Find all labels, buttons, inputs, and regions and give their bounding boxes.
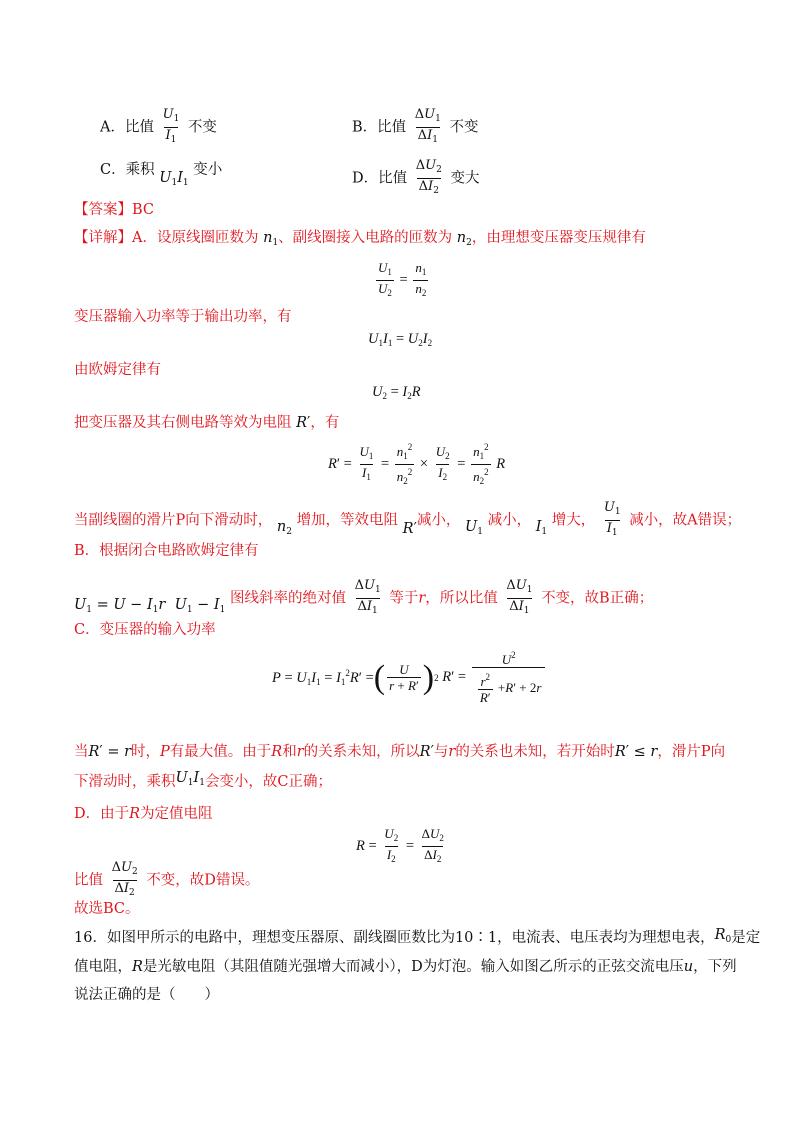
option-a-tail: 不变 [187, 119, 217, 136]
ohm-text: 由欧姆定律有 [74, 362, 161, 378]
q16-text-5: ，下列 [693, 959, 737, 975]
detail-d-head: D．由于R为定值电阻 [74, 806, 213, 822]
q16-text-1: 16．如图甲所示的电路中，理想变压器原、副线圈匝数比为10∶1，电流表、电压表均为理想电表， [74, 930, 715, 946]
answer-line: 【答案】BC [74, 202, 155, 218]
final-answer: 故选BC。 [74, 901, 140, 917]
c-line2-text-1: 下滑动时，乘积 [74, 774, 176, 790]
option-b-label: B．比值 [352, 119, 407, 136]
q16-text-3: 值电阻， [74, 959, 132, 975]
slide-text-6: 减小，故A错误； [629, 512, 742, 529]
option-b-formula: $\frac{\Delta U_1}{\Delta I_1}$ [413, 107, 443, 148]
detail-a-text-3: ，由理想变压器变压规律有 [471, 230, 646, 246]
c-line1-text-8: ，滑片P向 [657, 744, 726, 760]
slide-text-2: 增加，等效电阻 [296, 512, 399, 529]
b-line-text-1: 图线斜率的绝对值 [230, 590, 346, 607]
equiv-text [74, 413, 339, 433]
option-b-tail: 不变 [449, 119, 479, 136]
d-head-text-2: 为定值电阻 [140, 806, 213, 822]
option-d [352, 158, 479, 199]
c-line1-text-6: 与 [433, 744, 449, 760]
detail-b-line: $U_1 = U - I_1r$ $U_1 - I_1$ 图线斜率的绝对值 $\frac{\Delta U_1}{\Delta I_1}$ 等于r，所以比值 $\frac{\Delta U_1}{\Delta I_1}$ 不变，故B正确； [74, 578, 653, 619]
equation-fixed-resistor: R = $\frac{U_2}{I_2}$ = $\frac{\Delta U_2}{\Delta I_2}$ [356, 826, 448, 867]
option-b [352, 107, 478, 148]
c-line1-text-2: 时， [131, 744, 161, 760]
c-line1-text-1: 当 [74, 744, 89, 760]
slide-analysis: 当副线圈的滑片P向下滑动时， $n_2$ 增加，等效电阻 R′减小， $U_1$ 减小， $I_1$ 增大， $\frac{U_1}{I_1}$ 减小，故A错误； [74, 500, 741, 541]
q16-text-4: 是光敏电阻（其阻值随光强增大而减小），D为灯泡。输入如图乙所示的正弦交流电压 [142, 959, 684, 975]
d-conc-text-2: 不变，故D错误。 [146, 872, 260, 889]
option-c-label: C．乘积 [100, 162, 155, 178]
equiv-text-1: 把变压器及其右侧电路等效为电阻 [74, 415, 292, 431]
detail-b-head: B．根据闭合电路欧姆定律有 [74, 543, 259, 559]
d-head-text-1: D．由于 [74, 806, 130, 822]
detail-a-text-2: 、副线圈接入电路的匝数为 [278, 230, 453, 246]
c-line1-text-4: 和 [282, 744, 297, 760]
detail-c-head: C．变压器的输入功率 [74, 622, 216, 638]
equation-power: $U_1I_1 = U_2I_2$ [368, 331, 433, 348]
slide-text-5: 增大， [551, 512, 596, 529]
option-a-label: A．比值 [100, 119, 154, 136]
option-d-formula: $\frac{\Delta U_2}{\Delta I_2}$ [414, 158, 444, 199]
symbol-n2: $n_2$ [456, 230, 472, 248]
q16-line-3: 说法正确的是（ ） [74, 987, 219, 1003]
detail-tag: 【详解】 [74, 230, 132, 246]
detail-a-intro [74, 228, 646, 253]
option-c [100, 160, 223, 188]
detail-d-conclusion: 比值 $\frac{\Delta U_2}{\Delta I_2}$ 不变，故D错误。 [74, 860, 259, 901]
c-line1-text-7: 的关系也未知，若开始时 [455, 744, 615, 760]
symbol-n1: $n_1$ [263, 230, 279, 248]
option-c-formula: $U_1I_1$ [159, 170, 189, 188]
equation-input-power: $P = U_1I_1 = I_1^2R'$ = ( $\frac{U}{r + R'}$ ) 2 R′ = $U^2$ $\frac{r^2}{R'}$ + R ′ + 2 r [272, 648, 548, 707]
c-line1-text-5: 的关系未知，所以 [303, 744, 420, 760]
power-text: 变压器输入功率等于输出功率，有 [74, 309, 292, 325]
equation-equivalent-resistance: R′ = $\frac{U_1}{I_1}$ = $\frac{n_1^2}{n_2^2}$ × $\frac{U_2}{I_2}$ = $\frac{n_1^2}{n_2^2}$ R [328, 440, 505, 489]
option-d-label: D．比值 [352, 170, 408, 187]
detail-c-line-1: 当R′ = r时，P有最大值。由于R和r的关系未知，所以R′与r的关系也未知，若开始时R′ ≤ r，滑片P向 [74, 744, 726, 760]
symbol-r-prime: R′ [296, 415, 311, 431]
b-line-text-3: ，所以比值 [425, 590, 498, 607]
option-a [100, 107, 217, 148]
detail-a-text-1: A．设原线圈匝数为 [132, 230, 259, 246]
option-d-tail: 变大 [450, 170, 480, 187]
b-line-text-2: 等于 [389, 590, 419, 607]
equation-ohm: $U_2 = I_2R$ [372, 384, 421, 401]
q16-line-1: 16．如图甲所示的电路中，理想变压器原、副线圈匝数比为10∶1，电流表、电压表均为理想电表，$R_0$是定 [74, 927, 761, 946]
equation-ratio: $\frac{U_1}{U_2}$ = $\frac{n_1}{n_2}$ [374, 260, 430, 301]
q16-line-2: 值电阻，R是光敏电阻（其阻值随光强增大而减小），D为灯泡。输入如图乙所示的正弦交流电压u，下列 [74, 959, 737, 975]
option-a-formula: $\frac{U_1}{I_1}$ [161, 107, 182, 148]
option-c-tail: 变小 [193, 162, 223, 178]
q16-text-2: 是定 [731, 930, 761, 946]
slide-text-1: 当副线圈的滑片P向下滑动时， [74, 512, 273, 529]
c-line1-text-3: 有最大值。由于 [169, 744, 272, 760]
slide-text-3: 减小， [416, 512, 461, 529]
detail-c-line-2: 下滑动时，乘积$U_1I_1$会变小，故C正确； [74, 770, 333, 790]
c-line2-text-2: 会变小，故C正确； [204, 774, 333, 790]
equiv-text-2: ，有 [310, 415, 340, 431]
slide-text-4: 减小， [487, 512, 532, 529]
d-conc-text-1: 比值 [74, 872, 103, 889]
b-line-text-4: 不变，故B正确； [541, 590, 654, 607]
